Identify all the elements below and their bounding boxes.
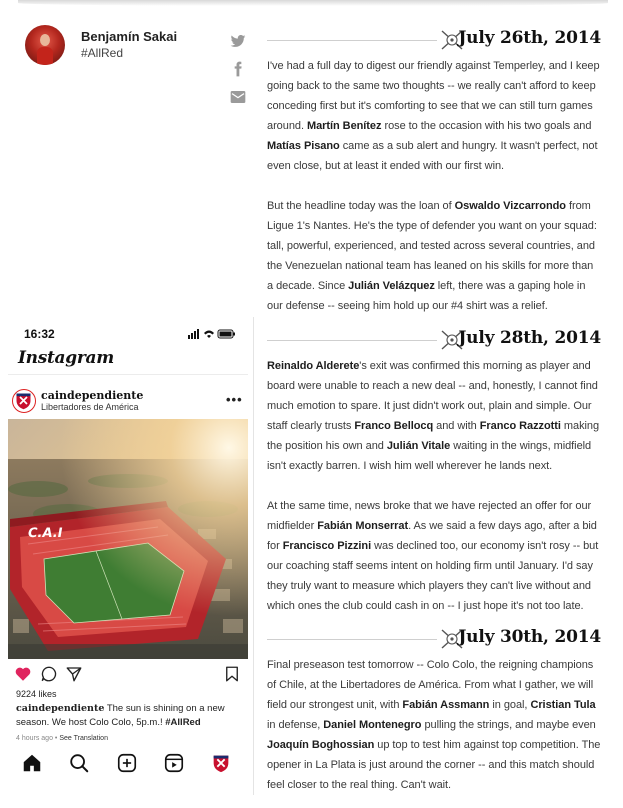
paragraph-text: pulling the strings, and maybe even <box>421 719 596 731</box>
post-header <box>267 27 601 53</box>
paragraph-text: in goal, <box>489 699 531 711</box>
post-header <box>267 327 601 353</box>
player-name: Daniel Montenegro <box>323 719 422 731</box>
caption-text: The sun is shining on a new season. We host Colo Colo, 5p.m.! <box>16 703 225 728</box>
player-name: Fabián Monserrat <box>317 520 409 532</box>
player-name: Julián Velázquez <box>348 280 435 292</box>
post-body <box>267 56 601 316</box>
heart-icon[interactable] <box>14 665 32 683</box>
player-name: Matías Pisano <box>267 140 340 152</box>
post-divider <box>267 639 437 640</box>
paragraph-text: and with <box>433 420 480 432</box>
author-block <box>25 25 245 65</box>
email-share-button[interactable] <box>228 87 248 107</box>
post-actions <box>8 665 248 685</box>
status-bar-icons <box>188 329 238 339</box>
paragraph-text: rose to the occasion with his two goals and <box>381 120 592 132</box>
facebook-share-button[interactable] <box>228 59 248 79</box>
post-paragraph <box>267 356 601 476</box>
twitter-icon <box>230 33 246 49</box>
meta-dot: • <box>52 735 60 742</box>
post-july-26 <box>267 27 601 316</box>
search-icon[interactable] <box>68 752 90 774</box>
account-handle[interactable]: caindependiente <box>41 389 144 402</box>
paragraph-text: up top to test him against top competition. The opener in La Plata is just around the corner -- and this match should feel closer to the real thing. Can't wait. <box>267 739 601 791</box>
paragraph-text: left, there was a gaping hole in our defense -- seeing him hold up our #4 shirt was a relief. <box>267 280 586 312</box>
see-translation-link[interactable]: See Translation <box>59 735 108 742</box>
comment-icon[interactable] <box>40 665 58 683</box>
paragraph-text: from Ligue 1's Nantes. He's the type of defender you want on your squad: tall, powerful, experienced, and tested across several countries, and the Venezuelan national team has leaned on his skills for more than a decade. Since <box>267 200 597 292</box>
post-timestamp: 4 hours ago <box>16 735 53 742</box>
twitter-share-button[interactable] <box>228 31 248 51</box>
email-icon <box>230 89 246 105</box>
post-divider <box>267 340 437 341</box>
reels-icon[interactable] <box>163 752 185 774</box>
post-body <box>267 356 601 616</box>
post-paragraph <box>267 655 601 795</box>
post-date: July 30th, 2014 <box>458 627 601 647</box>
paragraph-text: in defense, <box>267 719 324 731</box>
caption-handle[interactable]: caindependiente <box>16 703 105 714</box>
post-body <box>267 655 601 795</box>
post-meta <box>16 735 108 742</box>
bookmark-icon[interactable] <box>223 665 241 683</box>
likes-count[interactable]: 9224 likes <box>16 689 57 699</box>
player-name: Oswaldo Vizcarrondo <box>454 200 566 212</box>
paragraph-text: came as a sub alert and hungry. It wasn't perfect, not even close, but at least it ended with our first win. <box>267 140 598 172</box>
facebook-icon <box>230 61 246 77</box>
share-bar <box>228 31 248 115</box>
post-date: July 28th, 2014 <box>458 328 601 348</box>
share-icon[interactable] <box>65 665 83 683</box>
paragraph-text: was declined too, our economy isn't rosy -- but our coaching staff seems intent on holding firm until January. I'd say they truly want to measure which players they can't live without and which ones the club could cash in on -- I just hope it's not too late. <box>267 540 599 612</box>
post-paragraph <box>267 496 601 616</box>
instagram-logo: Instagram <box>18 348 114 368</box>
more-options-icon[interactable]: ••• <box>226 392 243 407</box>
caption-hashtag[interactable]: #AllRed <box>165 717 201 728</box>
player-name: Franco Razzotti <box>479 420 561 432</box>
status-time: 16:32 <box>24 327 55 341</box>
post-paragraph <box>267 56 601 176</box>
post-caption <box>16 702 244 730</box>
author-name[interactable]: Benjamín Sakai <box>81 29 178 44</box>
column-divider <box>253 317 254 795</box>
paragraph-text: waiting in the wings, midfield isn't exactly barren. I wish him well wherever he lands next. <box>267 440 592 472</box>
player-name: Fabián Assmann <box>402 699 490 711</box>
player-name: Reinaldo Alderete <box>267 360 360 372</box>
player-name: Martín Benítez <box>306 120 382 132</box>
post-location[interactable]: Libertadores de América <box>41 402 139 412</box>
player-name: Francisco Pizzini <box>282 540 372 552</box>
post-date: July 26th, 2014 <box>458 28 601 48</box>
player-name: Franco Bellocq <box>354 420 434 432</box>
profile-crest-icon[interactable] <box>210 752 232 774</box>
post-july-28 <box>267 327 601 616</box>
stadium-photo[interactable] <box>8 419 248 659</box>
instagram-embed <box>8 320 248 790</box>
author-avatar[interactable] <box>25 25 65 65</box>
top-shadow <box>18 0 608 6</box>
new-post-icon[interactable] <box>116 752 138 774</box>
post-paragraph <box>267 196 601 316</box>
paragraph-text: At the same time, news broke that we have rejected an offer for our midfielder <box>267 500 592 532</box>
post-header <box>267 626 601 652</box>
club-crest-avatar[interactable] <box>12 389 36 413</box>
paragraph-text: Final preseason test tomorrow -- Colo Colo, the reigning champions of Chile, at the Libertadores de América. From what I gather, we will field our strongest unit, with <box>267 659 594 711</box>
home-icon[interactable] <box>21 752 43 774</box>
player-name: Joaquín Boghossian <box>267 739 375 751</box>
paragraph-text: . As we said a few days ago, after a bid for <box>267 520 597 552</box>
club-crest-icon <box>13 390 34 411</box>
paragraph-text: I've had a full day to digest our friendly against Temperley, and I keep going back to the same two thoughts -- we really can't afford to keep conceding first but it's comforting to see that we can still turn games around. <box>267 60 600 132</box>
post-july-30 <box>267 626 601 795</box>
player-name: Cristian Tula <box>530 699 596 711</box>
paragraph-text: But the headline today was the loan of <box>267 200 455 212</box>
paragraph-text: making the position his own and <box>267 420 600 452</box>
paragraph-text: 's exit was confirmed this morning as player and board were unable to reach a new deal -- and, honestly, I cannot find much emotion to spare. It just didn't work out, plain and simple. Our staff clearly trusts <box>267 360 598 432</box>
author-hashtag[interactable]: #AllRed <box>81 46 124 60</box>
post-divider <box>267 40 437 41</box>
player-name: Julián Vitale <box>386 440 451 452</box>
header-separator <box>8 374 248 375</box>
bottom-nav <box>8 752 248 776</box>
